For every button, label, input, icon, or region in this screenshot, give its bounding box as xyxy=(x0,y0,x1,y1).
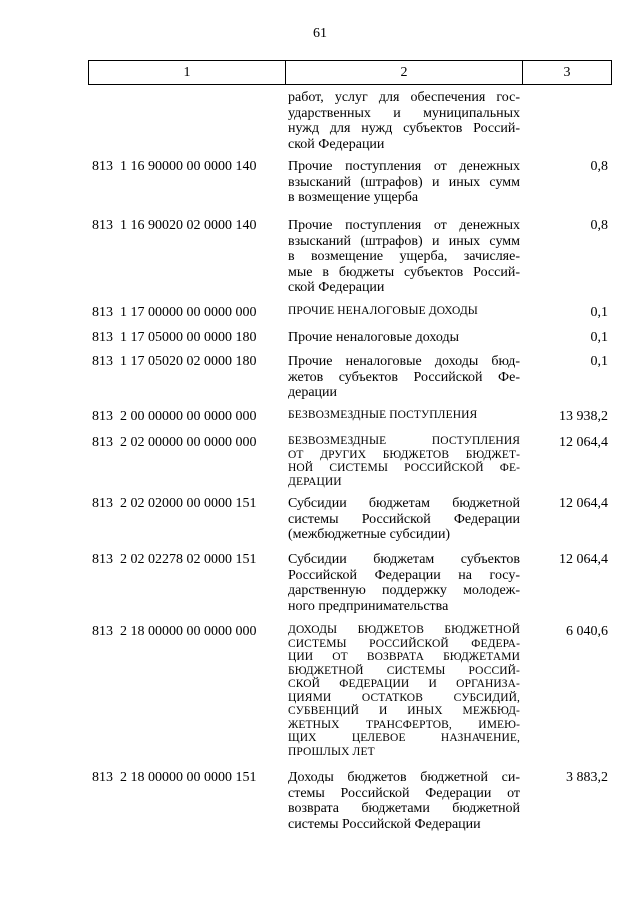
description-line: ПРОШЛЫХ ЛЕТ xyxy=(288,745,375,758)
row-description xyxy=(288,409,520,423)
row-code: 813 2 00 00000 00 0000 000 xyxy=(92,409,257,424)
row-value: 3 883,2 xyxy=(566,770,608,785)
description-line: жетов субъектов Российской Фе- xyxy=(288,369,520,385)
description-line: ДЕРАЦИИ xyxy=(288,475,342,488)
description-line: взысканий (штрафов) и иных сумм xyxy=(288,233,520,249)
description-line: в возмещение ущерба xyxy=(288,190,419,205)
row-description xyxy=(288,90,520,152)
description-line: Прочие поступления от денежных xyxy=(288,218,520,233)
row-code: 813 2 18 00000 00 0000 000 xyxy=(92,624,257,639)
description-line: мые в бюджеты субъектов Россий- xyxy=(288,264,520,280)
row-value: 12 064,4 xyxy=(559,435,608,450)
description-line: возврата бюджетами бюджетной xyxy=(288,801,520,816)
description-line: ЖЕТНЫХ ТРАНСФЕРТОВ, ИМЕЮ- xyxy=(288,718,520,731)
row-code: 813 1 17 00000 00 0000 000 xyxy=(92,305,257,320)
description-line: работ, услуг для обеспечения гос- xyxy=(288,90,520,105)
row-code: 813 2 18 00000 00 0000 151 xyxy=(92,770,257,785)
row-value: 12 064,4 xyxy=(559,552,608,567)
description-line: системы Российской Федерации xyxy=(288,816,481,832)
page-number: 61 xyxy=(313,26,327,41)
row-value: 0,8 xyxy=(590,218,608,233)
description-line: ОТ ДРУГИХ БЮДЖЕТОВ БЮДЖЕТ- xyxy=(288,448,520,461)
row-description xyxy=(288,159,520,206)
row-description xyxy=(288,552,520,614)
row-value: 0,8 xyxy=(590,159,608,174)
description-line: Прочие неналоговые доходы бюд- xyxy=(288,354,520,369)
description-line: дерации xyxy=(288,385,338,400)
row-description xyxy=(288,305,520,319)
row-value: 13 938,2 xyxy=(559,409,608,424)
description-line: взысканий (штрафов) и иных сумм xyxy=(288,174,520,190)
row-description xyxy=(288,435,520,489)
description-line: (межбюджетные субсидии) xyxy=(288,527,451,542)
description-line: НОЙ СИСТЕМЫ РОССИЙСКОЙ ФЕ- xyxy=(288,462,520,474)
row-code: 813 1 16 90000 00 0000 140 xyxy=(92,159,257,174)
description-line: стемы Российской Федерации от xyxy=(288,785,520,801)
description-line: СУБВЕНЦИЙ И ИНЫХ МЕЖБЮД- xyxy=(288,705,520,717)
header-col-3: 3 xyxy=(563,64,571,80)
row-code: 813 2 02 02000 00 0000 151 xyxy=(92,496,257,511)
description-line: ЩИХ ЦЕЛЕВОЕ НАЗНАЧЕНИЕ, xyxy=(288,732,520,744)
description-line: в возмещение ущерба, зачисляе- xyxy=(288,249,520,264)
description-line: Субсидии бюджетам бюджетной xyxy=(288,496,520,511)
description-line: СКОЙ ФЕДЕРАЦИИ И ОРГАНИЗА- xyxy=(288,678,520,690)
row-description xyxy=(288,624,520,759)
description-line: БЮДЖЕТНОЙ СИСТЕМЫ РОССИЙ- xyxy=(288,664,520,677)
row-code: 813 2 02 02278 02 0000 151 xyxy=(92,552,257,567)
description-line: ного предпринимательства xyxy=(288,598,449,614)
description-line: дарственную поддержку молодеж- xyxy=(288,583,520,598)
row-code: 813 1 16 90020 02 0000 140 xyxy=(92,218,257,233)
description-line: ДОХОДЫ БЮДЖЕТОВ БЮДЖЕТНОЙ xyxy=(288,624,520,636)
description-line: ской Федерации xyxy=(288,136,385,152)
row-description xyxy=(288,354,520,401)
description-line: Субсидии бюджетам субъектов xyxy=(288,552,520,567)
row-value: 6 040,6 xyxy=(566,624,608,639)
row-code: 813 1 17 05000 00 0000 180 xyxy=(92,330,257,345)
row-description xyxy=(288,330,520,346)
row-description xyxy=(288,770,520,832)
table-header xyxy=(88,60,612,85)
description-line: Прочие поступления от денежных xyxy=(288,159,520,174)
header-col-1: 1 xyxy=(89,61,286,84)
description-line: Прочие неналоговые доходы xyxy=(288,330,460,345)
description-line: ЦИИ ОТ ВОЗВРАТА БЮДЖЕТАМИ xyxy=(288,651,520,663)
row-code: 813 1 17 05020 02 0000 180 xyxy=(92,354,257,369)
description-line: ской Федерации xyxy=(288,280,385,295)
row-value: 0,1 xyxy=(590,330,608,345)
row-value: 12 064,4 xyxy=(559,496,608,511)
row-description xyxy=(288,496,520,543)
description-line: Российской Федерации на госу- xyxy=(288,567,520,583)
description-line: ЦИЯМИ ОСТАТКОВ СУБСИДИЙ, xyxy=(288,691,520,704)
description-line: Доходы бюджетов бюджетной си- xyxy=(288,770,520,785)
row-value: 0,1 xyxy=(590,354,608,369)
description-line: ударственных и муниципальных xyxy=(288,105,520,121)
row-code: 813 2 02 00000 00 0000 000 xyxy=(92,435,257,450)
row-description xyxy=(288,218,520,296)
description-line: нужд для нужд субъектов Россий- xyxy=(288,121,520,136)
header-col-2: 2 xyxy=(286,61,523,84)
description-line: СИСТЕМЫ РОССИЙСКОЙ ФЕДЕРА- xyxy=(288,637,520,650)
description-line: БЕЗВОЗМЕЗДНЫЕ ПОСТУПЛЕНИЯ xyxy=(288,435,520,447)
description-line: ПРОЧИЕ НЕНАЛОГОВЫЕ ДОХОДЫ xyxy=(288,305,478,317)
description-line: БЕЗВОЗМЕЗДНЫЕ ПОСТУПЛЕНИЯ xyxy=(288,409,478,421)
description-line: системы Российской Федерации xyxy=(288,511,520,527)
row-value: 0,1 xyxy=(590,305,608,320)
